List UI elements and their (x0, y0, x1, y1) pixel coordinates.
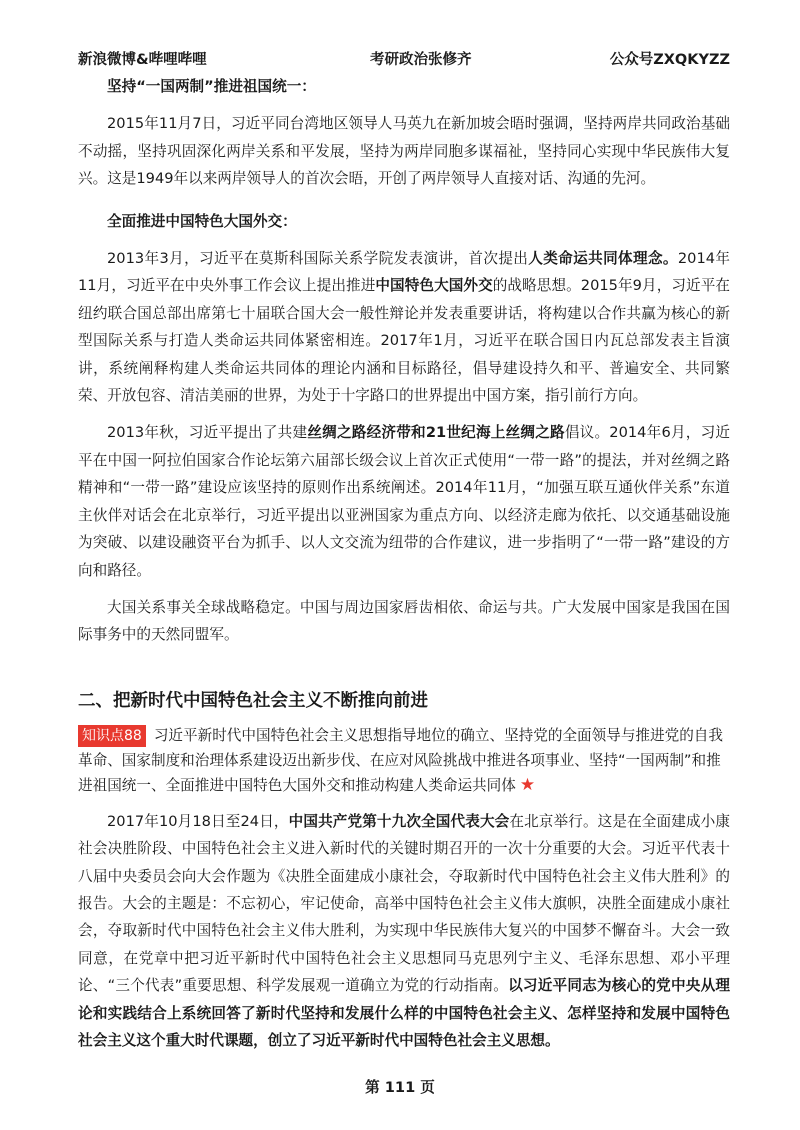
page-number: 第 111 页 (365, 1079, 435, 1096)
diplomacy-p1-text-1: 2013年3月，习近平在莫斯科国际关系学院发表演讲，首次提出 (107, 250, 529, 268)
page-content (78, 73, 730, 1054)
knowledge-point-badge: 知识点88 (78, 725, 146, 747)
diplomacy-paragraph-1 (78, 245, 730, 409)
reunification-paragraph: 2015年11月7日，习近平同台湾地区领导人马英九在新加坡会晤时强调，坚持两岸共同政治基础不动摇，坚持巩固深化两岸关系和平发展，坚持为两岸同胞多谋福祉，坚持同心实现中华民族伟大复兴。这是1949年以来两岸领导人的首次会晤，开创了两岸领导人直接对话、沟通的先河。 (78, 115, 730, 188)
knowledge-point-text: 习近平新时代中国特色社会主义思想指导地位的确立、坚持党的全面领导与推进党的自我革命、国家制度和治理体系建设迈出新步伐、在应对风险挑战中推进各项事业、坚持“一国两制”和推进祖国统一、全面推进中国特色大国外交和推动构建人类命运共同体 (78, 726, 723, 794)
header-weibo-bilibili: 新浪微博&哔哩哔哩 (78, 52, 207, 68)
header-author: 考研政治张修齐 (370, 52, 472, 68)
congress-text-2: 在北京举行。这是在全面建成小康社会决胜阶段、中国特色社会主义进入新时代的关键时期召开的一次十分重要的大会。习近平代表十八届中央委员会向大会作题为《决胜全面建成小康社会，夺取新时代中国特色社会主义伟大胜利》的报告。大会的主题是：不忘初心，牢记使命，高举中国特色社会主义伟大旗帜，决胜全面建成小康社会，夺取新时代中国特色社会主义伟大胜利，为实现中华民族伟大复兴的中国梦不懈奋斗。大会一致同意，在党章中把习近平新时代中国特色社会主义思想同马克思列宁主义、毛泽东思想、邓小平理论、“三个代表”重要思想、科学发展观一道确立为党的行动指南。 (78, 812, 730, 995)
header-wechat-account: 公众号ZXQKYZZ (609, 52, 730, 68)
star-icon: ★ (519, 774, 536, 795)
congress-text-1: 2017年10月18日至24日， (107, 812, 289, 830)
diplomacy-paragraph-3: 大国关系事关全球战略稳定。中国与周边国家唇齿相依、命运与共。广大发展中国家是我国在国际事务中的天然同盟军。 (78, 598, 730, 644)
reunification-heading: 坚持“一国两制”推进祖国统一： (107, 78, 316, 95)
diplomacy-p2-bold-1: 丝绸之路经济带和21世纪海上丝绸之路 (307, 424, 565, 442)
diplomacy-p2-text-2: 倡议。2014年6月，习近平在中国一阿拉伯国家合作论坛第六届部长级会议上首次正式使用“一带一路”的提法，并对丝绸之路精神和“一带一路”建设应该坚持的原则作出系统阐述。2014年11月，“加强互联互通伙伴关系”东道主伙伴对话会在北京举行，习近平提出以亚洲国家为重点方向、以经济走廊为依托、以交通基础设施为突破、以建设融资平台为抓手、以人文交流为纽带的合作建议，进一步指明了“一带一路”建设的方向和路径。 (78, 424, 730, 579)
knowledge-point (78, 723, 730, 798)
congress-bold-2: 以习近平同志为核心的党中央从理论和实践结合上系统回答了新时代坚持和发展什么样的中国特色社会主义、怎样坚持和发展中国特色社会主义这个重大时代课题，创立了习近平新时代中国特色社会主义思想。 (78, 977, 730, 1049)
diplomacy-p1-text-3: 的战略思想。2015年9月，习近平在纽约联合国总部出席第七十届联合国大会一般性辩论并发表重要讲话，将构建以合作共赢为核心的新型国际关系与打造人类命运共同体紧密相连。2017年1月，习近平在联合国日内瓦总部发表主旨演讲，系统阐释构建人类命运共同体的理论内涵和目标路径，倡导建设持久和平、普遍安全、共同繁荣、开放包容、清洁美丽的世界，为处于十字路口的世界提出中国方案，指引前行方向。 (78, 277, 730, 405)
diplomacy-paragraph-2 (78, 419, 730, 583)
diplomacy-p2-text-1: 2013年秋，习近平提出了共建 (107, 424, 308, 442)
diplomacy-p1-bold-1: 人类命运共同体理念。 (528, 250, 678, 268)
diplomacy-p1-text-2: 2014年11月，习近平在中央外事工作会议上提出推进 (78, 250, 730, 295)
diplomacy-p1-bold-2: 中国特色大国外交 (375, 277, 493, 295)
diplomacy-heading: 全面推进中国特色大国外交： (107, 212, 297, 230)
page-header (78, 48, 730, 70)
congress-bold-1: 中国共产党第十九次全国代表大会 (288, 812, 510, 830)
congress-paragraph (78, 808, 730, 1055)
section-two-title: 二、把新时代中国特色社会主义不断推向前进 (78, 690, 428, 711)
